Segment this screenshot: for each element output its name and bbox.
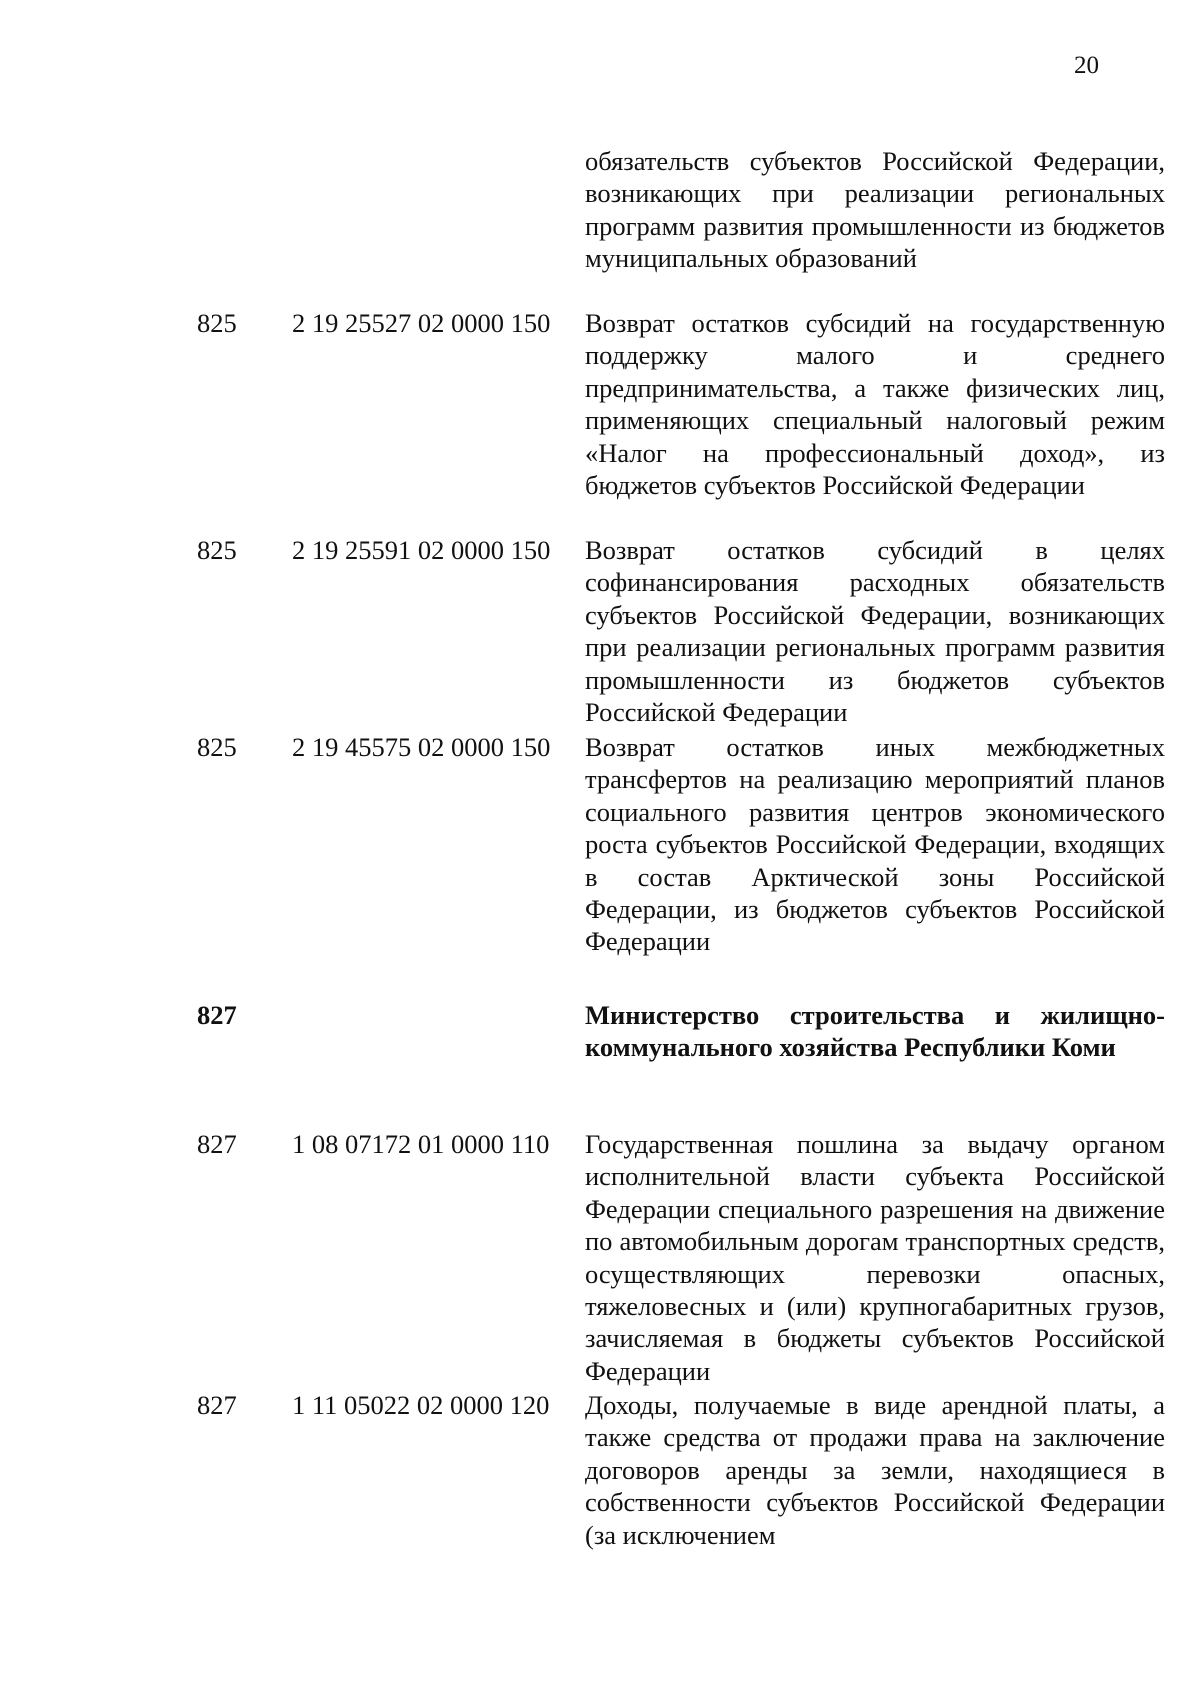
- budget-code: 1 11 05022 02 0000 120: [292, 1390, 550, 1420]
- row-description: обязательств субъектов Российской Федерации, возникающих при реализации региональных программ развития промышленности из бюджетов муниципальных образований: [585, 146, 1165, 274]
- admin-code: 825: [197, 732, 237, 762]
- section-admin-code: 827: [197, 1000, 237, 1030]
- row-description: Государственная пошлина за выдачу органом исполнительной власти субъекта Российской Федерации специального разрешения на движение по автомобильным дорогам транспортных средств, осуществляющих перевозки опасных, тяжеловесных и (или) крупногабаритных грузов, зачисляемая в бюджеты субъектов Российской Федерации: [585, 1129, 1165, 1386]
- admin-code: 827: [197, 1129, 237, 1159]
- row-description: Возврат остатков субсидий на государственную поддержку малого и среднего предпринимательства, а также физических лиц, применяющих специальный налоговый режим «Налог на профессиональный доход», из бюджетов субъектов Российской Федерации: [585, 308, 1165, 501]
- row-description: Возврат остатков иных межбюджетных трансфертов на реализацию мероприятий планов социального развития центров экономического роста субъектов Российской Федерации, входящих в состав Арктической зоны Российской Федерации, из бюджетов субъектов Российской Федерации: [585, 732, 1165, 957]
- budget-code: 1 08 07172 01 0000 110: [292, 1129, 550, 1159]
- budget-code: 2 19 25591 02 0000 150: [292, 535, 551, 565]
- page-number: 20: [1074, 52, 1099, 79]
- row-description: Доходы, получаемые в виде арендной платы, а также средства от продажи права на заключение договоров аренды за земли, находящиеся в собственности субъектов Российской Федерации (за исключением: [585, 1390, 1165, 1550]
- admin-code: 825: [197, 535, 237, 565]
- section-title: Министерство строительства и жилищно-коммунального хозяйства Республики Коми: [585, 1000, 1165, 1062]
- budget-code: 2 19 45575 02 0000 150: [292, 732, 551, 762]
- admin-code: 827: [197, 1390, 237, 1420]
- admin-code: 825: [197, 308, 237, 338]
- row-description: Возврат остатков субсидий в целях софинансирования расходных обязательств субъектов Российской Федерации, возникающих при реализации региональных программ развития промышленности из бюджетов субъектов Российской Федерации: [585, 535, 1165, 728]
- budget-code: 2 19 25527 02 0000 150: [292, 308, 551, 338]
